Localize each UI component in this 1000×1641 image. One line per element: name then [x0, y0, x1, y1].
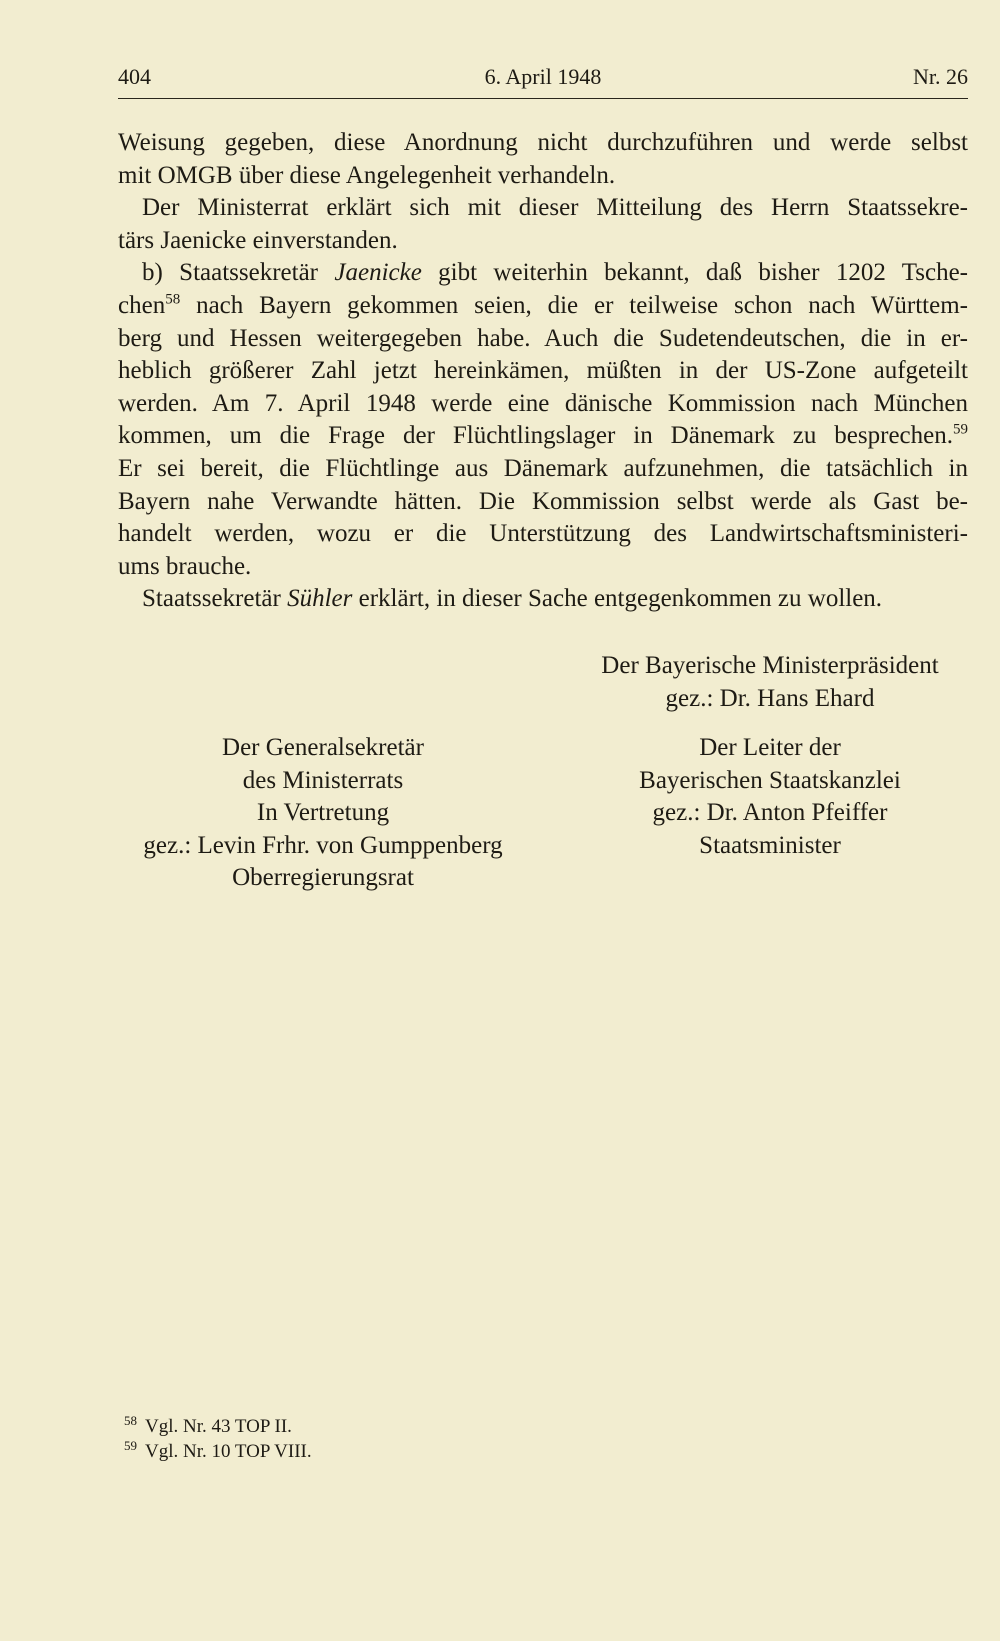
signature-line: des Ministerrats — [242, 766, 404, 794]
text-line: werden. Am 7. April 1948 werde eine dänische Kommission nach München — [118, 389, 968, 417]
signature-chancellery-head — [580, 732, 960, 862]
text-run: b) Staatssekretär — [142, 259, 335, 287]
signature-general-secretary — [108, 732, 538, 895]
signature-line: Der Generalsekretär — [222, 734, 424, 761]
footnote — [124, 1439, 724, 1464]
footnotes — [124, 1414, 724, 1464]
speaker-name: Jaenicke — [334, 259, 422, 287]
header-date: 6. April 1948 — [484, 64, 602, 89]
footnote-text: Vgl. Nr. 10 TOP VIII. — [145, 1441, 312, 1462]
signature-line: Der Leiter der — [699, 734, 841, 761]
footnote-number: 58 — [124, 1412, 137, 1428]
text-line: Weisung gegeben, diese Anordnung nicht durchzuführen und werde selbst — [118, 129, 968, 156]
footnote-ref: 59 — [953, 422, 968, 439]
footnote-ref: 58 — [165, 291, 181, 308]
text-run: kommen, um die Frage der Flüchtlingslager in Dänemark zu besprechen. — [118, 422, 953, 450]
signature-line: Oberregierungsrat — [232, 864, 414, 892]
text-line: Er sei bereit, die Flüchtlinge aus Dänemark aufzunehmen, die tatsächlich in — [118, 454, 968, 482]
text-line — [118, 290, 968, 323]
text-line — [118, 583, 968, 616]
text-line: Der Ministerrat erklärt sich mit dieser Mitteilung des Herrn Staatssekre- — [142, 194, 968, 222]
footnote-text: Vgl. Nr. 43 TOP II. — [145, 1416, 292, 1437]
text-line — [118, 257, 968, 290]
text-run: gibt weiterhin bekannt, daß bisher 1202 Tsche- — [421, 259, 969, 287]
footnote — [124, 1414, 724, 1439]
text-run: nach Bayern gekommen seien, die er teilweise schon nach Württem- — [180, 291, 968, 319]
main-text — [118, 127, 968, 616]
text-run: erklärt, in dieser Sache entgegenkommen zu wollen. — [352, 585, 883, 613]
text-run: Staatssekretär — [142, 585, 288, 613]
text-line: mit OMGB über diese Angelegenheit verhandeln. — [118, 161, 616, 189]
text-line: handelt werden, wozu er die Unterstützung des Landwirtschaftsministeri- — [118, 520, 968, 548]
signature-line: Staatsminister — [699, 831, 841, 859]
document-number: Nr. 26 — [913, 64, 968, 89]
signature-line: Bayerischen Staatskanzlei — [639, 766, 901, 794]
text-line: heblich größerer Zahl jetzt hereinkämen, müßten in der US-Zone aufgeteilt — [118, 357, 968, 385]
signature-line: gez.: Dr. Anton Pfeiffer — [652, 799, 888, 827]
signature-line: In Vertretung — [256, 799, 390, 827]
running-header — [118, 62, 968, 99]
text-line: tärs Jaenicke einverstanden. — [118, 226, 398, 254]
speaker-name: Sühler — [287, 585, 353, 613]
text-line — [118, 420, 968, 453]
signature-minister-president — [560, 650, 980, 715]
text-line: berg und Hessen weitergegeben habe. Auch die Sudetendeutschen, die in er- — [118, 324, 968, 352]
text-line: ums brauche. — [118, 552, 252, 580]
text-line: Bayern nahe Verwandte hätten. Die Kommission selbst werde als Gast be- — [118, 487, 968, 515]
text-run: chen — [118, 291, 166, 319]
signature-line: gez.: Levin Frhr. von Gumppenberg — [143, 831, 503, 859]
signature-line: gez.: Dr. Hans Ehard — [665, 684, 875, 712]
page-number: 404 — [118, 64, 151, 89]
footnote-number: 59 — [124, 1437, 137, 1453]
signature-line: Der Bayerische Ministerpräsident — [601, 652, 939, 679]
